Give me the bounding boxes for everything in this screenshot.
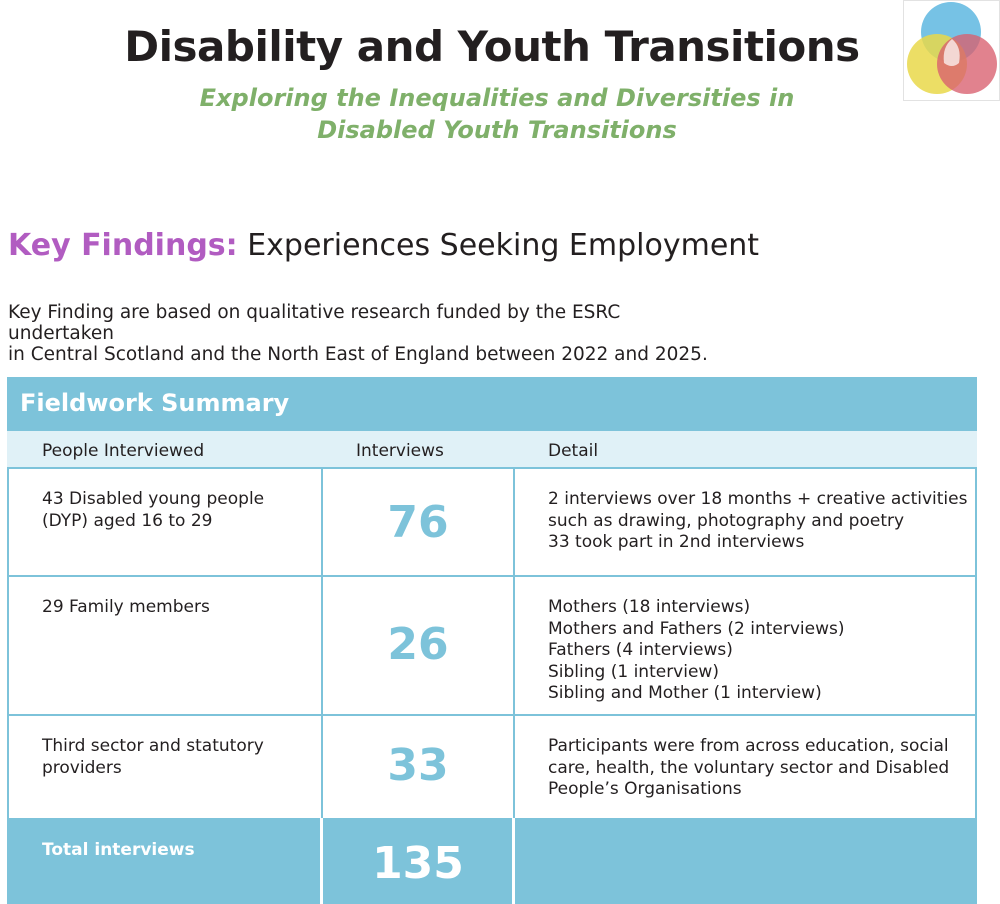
detail-line: care, health, the voluntary sector and Disabled (548, 757, 950, 778)
interviews-count: 76 (387, 497, 449, 548)
column-header-row (7, 431, 977, 467)
key-findings-label: Key Findings: (8, 228, 238, 263)
column-header-detail: Detail (548, 441, 599, 461)
people-line: providers (42, 757, 122, 778)
table-title: Fieldwork Summary (20, 389, 290, 417)
intro-paragraph (8, 302, 728, 365)
interviews-cell (323, 716, 513, 818)
key-findings-topic: Experiences Seeking Employment (247, 228, 760, 263)
detail-line: Sibling and Mother (1 interview) (548, 683, 822, 703)
people-cell (9, 577, 321, 714)
table-row (7, 467, 977, 577)
detail-line: Fathers (4 interviews) (548, 640, 733, 660)
detail-cell (515, 469, 975, 575)
total-value: 135 (372, 838, 464, 889)
interviews-cell (323, 577, 513, 714)
subtitle-line-2: Disabled Youth Transitions (317, 116, 677, 144)
page-subtitle (0, 82, 994, 146)
interviews-cell (323, 469, 513, 575)
intro-line-2: in Central Scotland and the North East of England between 2022 and 2025. (8, 344, 708, 365)
column-header-people: People Interviewed (42, 441, 205, 461)
table-row (7, 714, 977, 820)
detail-text (548, 597, 968, 705)
column-header-interviews: Interviews (356, 441, 444, 461)
detail-line: 2 interviews over 18 months + creative activities (548, 489, 968, 509)
detail-text (548, 489, 968, 554)
table-title-bar (7, 377, 977, 431)
people-cell (9, 716, 321, 818)
detail-cell (515, 716, 975, 818)
people-line: 29 Family members (42, 597, 210, 617)
interviews-count: 33 (387, 740, 449, 791)
detail-line: People’s Organisations (548, 779, 742, 799)
venn-logo (903, 0, 1000, 101)
key-findings-heading (8, 228, 759, 263)
people-cell (9, 469, 321, 575)
people-text (42, 489, 264, 532)
page-title: Disability and Youth Transitions (124, 22, 860, 71)
detail-line: Mothers (18 interviews) (548, 597, 751, 617)
detail-text (548, 736, 968, 801)
interviews-count: 26 (387, 619, 449, 670)
detail-line: 33 took part in 2nd interviews (548, 532, 805, 552)
people-line: Third sector and statutory (42, 736, 264, 756)
detail-line: Sibling (1 interview) (548, 661, 719, 682)
total-label: Total interviews (42, 840, 195, 860)
fieldwork-summary-table (7, 377, 977, 904)
table-row (7, 575, 977, 716)
detail-line: such as drawing, photography and poetry (548, 510, 905, 531)
people-line: 43 Disabled young people (42, 489, 265, 509)
intro-line-1: Key Finding are based on qualitative research funded by the ESRC undertaken (8, 302, 621, 344)
people-line: (DYP) aged 16 to 29 (42, 510, 213, 531)
total-row (7, 818, 977, 904)
people-text (42, 736, 264, 779)
detail-cell (515, 577, 975, 714)
detail-line: Mothers and Fathers (2 interviews) (548, 618, 845, 639)
detail-line: Participants were from across education, social (548, 736, 949, 756)
people-text (42, 597, 210, 619)
subtitle-line-1: Exploring the Inequalities and Diversities in (199, 84, 795, 112)
